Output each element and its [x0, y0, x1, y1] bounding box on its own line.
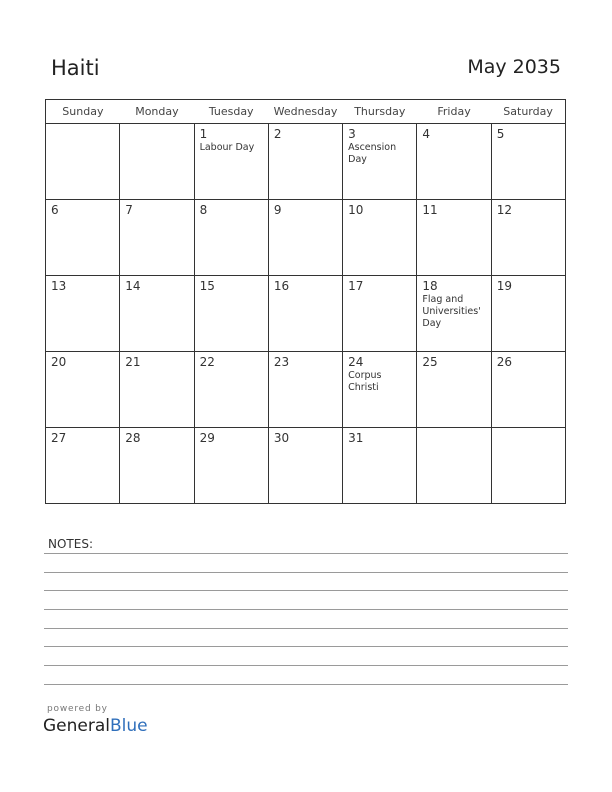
day-number: 24 [348, 355, 364, 369]
day-number: 17 [348, 279, 364, 293]
generalblue-logo [43, 716, 148, 736]
day-number: 9 [273, 203, 282, 217]
weekday-header: Wednesday [268, 100, 342, 124]
day-number: 6 [51, 203, 59, 217]
day-cell [343, 200, 417, 276]
weekday-header: Thursday [343, 100, 417, 124]
powered-by-text: powered by [47, 704, 108, 714]
day-cell [120, 200, 194, 276]
day-cell [120, 352, 194, 428]
day-number: 5 [496, 127, 505, 141]
day-cell [343, 352, 417, 428]
day-cell [120, 428, 194, 504]
logo-text-blue: Blue [110, 716, 148, 736]
day-cell [46, 428, 120, 504]
day-cell [491, 352, 565, 428]
holiday-label: Ascension Day [348, 142, 397, 165]
day-cell [268, 352, 342, 428]
day-cell [194, 276, 268, 352]
day-number: 22 [199, 355, 215, 369]
day-number: 30 [273, 431, 290, 445]
holiday-label: Flag and Universities' Day [422, 294, 481, 329]
month-year-title: May 2035 [467, 56, 561, 78]
day-number: 20 [51, 355, 67, 369]
day-cell [491, 124, 565, 200]
day-number: 1 [199, 127, 208, 141]
holiday-label: Labour Day [199, 142, 255, 153]
day-number: 7 [125, 203, 133, 217]
day-number: 27 [51, 431, 67, 445]
day-cell [194, 124, 268, 200]
day-cell [417, 352, 491, 428]
day-cell [268, 276, 342, 352]
weekday-header: Tuesday [194, 100, 268, 124]
day-number: 26 [496, 355, 512, 369]
note-line [44, 572, 568, 573]
note-line [44, 553, 568, 554]
note-line [44, 609, 568, 610]
day-cell [268, 200, 342, 276]
day-number: 3 [348, 127, 356, 141]
day-cell [46, 200, 120, 276]
day-number: 4 [422, 127, 431, 141]
day-number: 10 [348, 203, 364, 217]
day-cell [417, 124, 491, 200]
note-line [44, 590, 568, 591]
notes-label: NOTES: [48, 537, 93, 551]
day-cell [268, 428, 342, 504]
day-number: 12 [496, 203, 512, 217]
weekday-header: Monday [120, 100, 194, 124]
note-line [44, 646, 568, 647]
day-cell [120, 124, 194, 200]
weekday-header: Friday [417, 100, 491, 124]
week-row [46, 200, 566, 276]
week-row [46, 276, 566, 352]
day-cell [343, 276, 417, 352]
day-cell [417, 200, 491, 276]
day-number: 23 [273, 355, 290, 369]
day-cell [491, 428, 565, 504]
day-cell [46, 276, 120, 352]
week-row [46, 352, 566, 428]
day-cell [491, 200, 565, 276]
weekday-header-row [46, 100, 566, 124]
day-cell [194, 200, 268, 276]
week-row [46, 428, 566, 504]
logo-text-general: General [43, 716, 110, 736]
day-cell [268, 124, 342, 200]
day-number: 29 [199, 431, 215, 445]
note-line [44, 628, 568, 629]
country-title: Haiti [51, 56, 100, 80]
day-number: 16 [273, 279, 290, 293]
day-cell [46, 124, 120, 200]
day-cell [46, 352, 120, 428]
day-cell [194, 352, 268, 428]
day-number: 15 [199, 279, 215, 293]
holiday-label: Corpus Christi [348, 370, 382, 393]
day-number: 13 [51, 279, 67, 293]
day-number: 25 [422, 355, 438, 369]
day-number: 18 [422, 279, 438, 293]
day-cell [194, 428, 268, 504]
day-number: 8 [199, 203, 208, 217]
note-line [44, 684, 568, 685]
weekday-header: Sunday [46, 100, 120, 124]
day-cell [417, 428, 491, 504]
day-cell [120, 276, 194, 352]
weekday-header: Saturday [491, 100, 565, 124]
note-line [44, 665, 568, 666]
day-number: 14 [125, 279, 141, 293]
day-number: 11 [422, 203, 438, 217]
calendar-grid [45, 99, 566, 504]
day-number: 28 [125, 431, 141, 445]
day-number: 19 [496, 279, 512, 293]
day-number: 2 [273, 127, 282, 141]
day-number: 31 [348, 431, 364, 445]
day-cell [417, 276, 491, 352]
day-number: 21 [125, 355, 141, 369]
day-cell [343, 124, 417, 200]
day-cell [491, 276, 565, 352]
week-row [46, 124, 566, 200]
day-cell [343, 428, 417, 504]
